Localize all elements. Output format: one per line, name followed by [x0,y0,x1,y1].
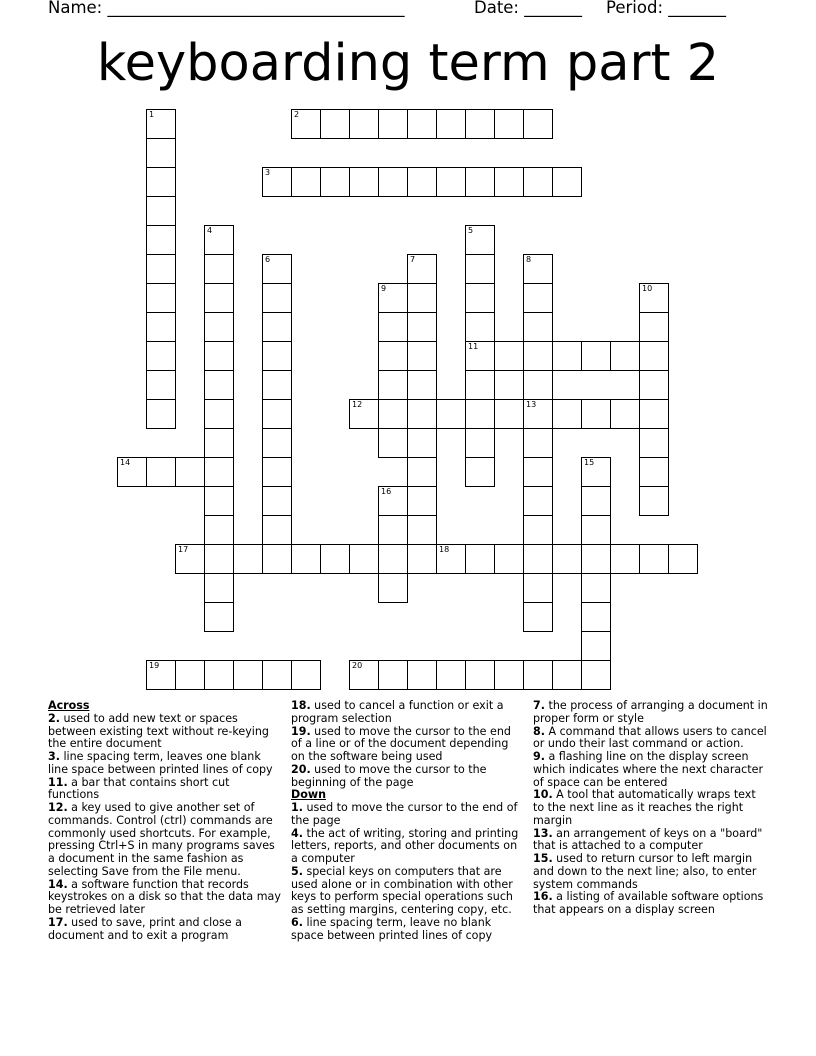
clue-item-number: 1. [291,801,303,814]
clue-item [291,828,523,866]
grid-cell[interactable] [581,341,611,371]
clue-item-number: 17. [48,915,68,929]
grid-cell[interactable] [552,399,582,429]
clue-item [48,802,284,879]
grid-cell[interactable] [581,399,611,429]
grid-cell[interactable] [204,515,234,545]
grid-cell[interactable] [639,370,669,400]
grid-cell[interactable] [610,399,640,429]
clue-item-text: the process of arranging a document in proper form or style [533,699,768,725]
grid-cell[interactable] [378,573,408,603]
grid-cell[interactable] [146,167,176,197]
grid-cell[interactable] [146,138,176,168]
grid-cell[interactable] [262,312,292,342]
grid-cell[interactable] [233,660,263,690]
grid-cell[interactable] [146,254,176,284]
grid-cell[interactable] [262,341,292,371]
date-field[interactable]: Date: _______ [474,0,582,17]
clue-number: 19 [149,661,160,670]
clue-item [48,917,284,943]
grid-cell[interactable] [465,457,495,487]
clue-item [291,726,523,764]
clue-number: 10 [642,284,653,293]
grid-cell[interactable] [320,109,350,139]
clue-item-text: an arrangement of keys on a "board" that is attached to a computer [533,826,763,853]
clue-number: 11 [468,342,479,351]
clue-item [533,700,769,726]
grid-cell[interactable] [639,399,669,429]
grid-cell[interactable] [204,225,234,255]
grid-cell[interactable] [204,486,234,516]
grid-cell[interactable] [291,167,321,197]
clue-item [48,879,284,917]
clue-item-text: used to cancel a function or exit a program selection [291,699,504,725]
clue-item [48,777,284,803]
clue-item [291,802,523,828]
clue-item [533,789,769,827]
grid-cell[interactable] [494,544,524,574]
grid-cell[interactable] [523,515,553,545]
grid-cell[interactable] [523,254,553,284]
across-clue-list-continued [291,700,523,789]
clue-number: 1 [149,110,155,119]
grid-cell[interactable] [349,399,379,429]
grid-cell[interactable] [291,109,321,139]
clue-item-number: 13. [533,826,553,840]
grid-cell[interactable] [378,341,408,371]
grid-cell[interactable] [523,428,553,458]
clue-item-number: 16. [533,890,553,904]
clue-item-text: line spacing term, leaves one blank line space between printed lines of copy [48,750,273,776]
grid-cell[interactable] [407,660,437,690]
down-clue-list [291,802,523,942]
grid-cell[interactable] [610,544,640,574]
clue-item-text: line spacing term, leave no blank space between printed lines of copy [291,915,493,942]
clue-item-text: A tool that automatically wraps text to the next line as it reaches the right margin [533,788,756,827]
clue-item-text: used to move the cursor to the end of the page [291,801,518,827]
clue-item-number: 4. [291,826,303,840]
grid-cell[interactable] [436,660,466,690]
grid-cell[interactable] [378,109,408,139]
clue-item-number: 12. [48,801,68,814]
grid-cell[interactable] [378,486,408,516]
grid-cell[interactable] [494,399,524,429]
grid-cell[interactable] [581,544,611,574]
grid-cell[interactable] [349,167,379,197]
grid-cell[interactable] [407,312,437,342]
grid-cell[interactable] [436,109,466,139]
clue-item-text: a key used to give another set of commands. Control (ctrl) commands are commonly used shortcuts. For example, pressing Ctrl+S in many programs saves a document in the same fashion as selecting Save from the File menu. [48,801,275,878]
grid-cell[interactable] [581,631,611,661]
grid-cell[interactable] [175,457,205,487]
grid-cell[interactable] [262,283,292,313]
grid-cell[interactable] [407,370,437,400]
grid-cell[interactable] [378,399,408,429]
grid-cell[interactable] [523,486,553,516]
grid-cell[interactable] [320,544,350,574]
grid-cell[interactable] [523,602,553,632]
grid-cell[interactable] [552,660,582,690]
down-heading: Down [291,788,326,802]
clue-item [533,751,769,789]
grid-cell[interactable] [639,486,669,516]
grid-cell[interactable] [581,515,611,545]
grid-cell[interactable] [407,544,437,574]
clue-item-text: A command that allows users to cancel or undo their last command or action. [533,724,767,751]
grid-cell[interactable] [552,341,582,371]
grid-cell[interactable] [146,457,176,487]
grid-cell[interactable] [146,370,176,400]
grid-cell[interactable] [378,515,408,545]
grid-cell[interactable] [407,486,437,516]
clue-number: 13 [526,400,537,409]
grid-cell[interactable] [262,660,292,690]
grid-cell[interactable] [465,312,495,342]
clue-number: 20 [352,661,363,670]
grid-cell[interactable] [552,167,582,197]
clue-item-number: 15. [533,852,553,865]
grid-cell[interactable] [320,167,350,197]
clue-number: 17 [178,545,189,554]
grid-cell[interactable] [465,428,495,458]
clue-item-number: 8. [533,724,545,738]
clue-item-number: 10. [533,788,553,802]
grid-cell[interactable] [378,283,408,313]
grid-cell[interactable] [378,370,408,400]
clue-item-number: 18. [291,699,311,712]
puzzle-title: keyboarding term part 2 [96,34,720,93]
grid-cell[interactable] [494,660,524,690]
grid-cell[interactable] [523,312,553,342]
grid-cell[interactable] [668,544,698,574]
grid-cell[interactable] [291,660,321,690]
grid-cell[interactable] [349,660,379,690]
grid-cell[interactable] [378,660,408,690]
grid-cell[interactable] [552,544,582,574]
grid-cell[interactable] [407,283,437,313]
grid-cell[interactable] [378,312,408,342]
clue-item-text: a bar that contains short cut functions [48,775,230,802]
grid-cell[interactable] [262,457,292,487]
clue-number: 15 [584,458,595,467]
clue-item [48,713,284,751]
grid-cell[interactable] [581,457,611,487]
grid-cell[interactable] [494,341,524,371]
grid-cell[interactable] [262,544,292,574]
grid-cell[interactable] [378,544,408,574]
grid-cell[interactable] [407,167,437,197]
grid-cell[interactable] [204,341,234,371]
clues-column-3 [533,700,769,917]
grid-cell[interactable] [465,544,495,574]
grid-cell[interactable] [146,341,176,371]
grid-cell[interactable] [117,457,147,487]
grid-cell[interactable] [204,283,234,313]
clues-column-2 [291,700,523,942]
grid-cell[interactable] [204,312,234,342]
grid-cell[interactable] [349,109,379,139]
clue-item-number: 2. [48,711,60,725]
clue-item-number: 7. [533,699,545,712]
grid-cell[interactable] [639,341,669,371]
clue-item [48,751,284,777]
grid-cell[interactable] [262,399,292,429]
grid-cell[interactable] [407,515,437,545]
grid-cell[interactable] [407,254,437,284]
clue-item-number: 6. [291,915,303,929]
clue-item-text: a software function that records keystrokes on a disk so that the data may be retrieved later [48,877,281,916]
clue-item-number: 14. [48,877,68,891]
grid-cell[interactable] [262,254,292,284]
grid-cell[interactable] [204,399,234,429]
grid-cell[interactable] [378,428,408,458]
grid-cell[interactable] [378,167,408,197]
down-clue-list-continued [533,700,769,917]
across-clue-list [48,713,284,943]
clue-number: 9 [381,284,387,293]
grid-cell[interactable] [146,225,176,255]
grid-cell[interactable] [581,602,611,632]
grid-cell[interactable] [465,370,495,400]
grid-cell[interactable] [233,544,263,574]
clue-item-text: used to return cursor to left margin and down to the next line; also, to enter system commands [533,852,757,891]
clue-number: 3 [265,168,271,177]
grid-cell[interactable] [465,109,495,139]
grid-cell[interactable] [436,399,466,429]
clues-column-1 [48,700,284,942]
grid-cell[interactable] [465,399,495,429]
clue-number: 18 [439,545,450,554]
grid-cell[interactable] [175,660,205,690]
grid-cell[interactable] [146,660,176,690]
grid-cell[interactable] [523,167,553,197]
clue-item-number: 20. [291,762,311,776]
clue-item [533,891,769,917]
clue-item-text: a listing of available software options that appears on a display screen [533,890,764,916]
grid-cell[interactable] [436,167,466,197]
period-field[interactable]: Period: _______ [606,0,727,17]
clue-item-text: used to add new text or spaces between existing text without re-keying the entire document [48,711,269,751]
clue-item-number: 11. [48,775,68,789]
grid-cell[interactable] [407,457,437,487]
grid-cell[interactable] [523,283,553,313]
clue-item [291,764,523,790]
grid-cell[interactable] [407,109,437,139]
grid-cell[interactable] [523,660,553,690]
grid-cell[interactable] [146,399,176,429]
grid-cell[interactable] [494,167,524,197]
grid-cell[interactable] [204,660,234,690]
clue-number: 12 [352,400,363,409]
grid-cell[interactable] [262,515,292,545]
grid-cell[interactable] [291,544,321,574]
clue-number: 16 [381,487,392,496]
grid-cell[interactable] [523,399,553,429]
clue-number: 7 [410,255,416,264]
grid-cell[interactable] [581,660,611,690]
grid-cell[interactable] [465,167,495,197]
clue-number: 2 [294,110,300,119]
grid-cell[interactable] [523,457,553,487]
clue-item-number: 3. [48,750,60,763]
clue-item [533,853,769,891]
grid-cell[interactable] [146,196,176,226]
grid-cell[interactable] [639,312,669,342]
clue-item [533,828,769,854]
clue-item-number: 5. [291,864,303,878]
clue-item [533,726,769,752]
clue-item-text: a flashing line on the display screen which indicates where the next character of space can be entered [533,750,764,789]
grid-cell[interactable] [407,399,437,429]
clue-item-number: 19. [291,724,311,738]
clue-item-text: used to move the cursor to the end of a line or of the document depending on the software being used [291,724,511,763]
clue-item-text: used to save, print and close a document and to exit a program [48,915,242,942]
grid-cell[interactable] [204,544,234,574]
grid-cell[interactable] [610,341,640,371]
clue-item [291,866,523,917]
grid-cell[interactable] [639,283,669,313]
grid-cell[interactable] [465,254,495,284]
grid-cell[interactable] [204,602,234,632]
grid-cell[interactable] [146,109,176,139]
clue-number: 8 [526,255,532,264]
grid-cell[interactable] [465,225,495,255]
grid-cell[interactable] [465,660,495,690]
grid-cell[interactable] [639,457,669,487]
grid-cell[interactable] [523,573,553,603]
grid-cell[interactable] [436,544,466,574]
clue-number: 6 [265,255,271,264]
grid-cell[interactable] [639,544,669,574]
grid-cell[interactable] [204,573,234,603]
clue-number: 14 [120,458,131,467]
across-heading: Across [48,699,90,712]
grid-cell[interactable] [407,428,437,458]
clue-number: 5 [468,226,474,235]
name-field[interactable]: Name: ____________________________________ [48,0,405,17]
grid-cell[interactable] [639,428,669,458]
clue-item-text: the act of writing, storing and printing letters, reports, and other documents on a computer [291,826,519,865]
grid-cell[interactable] [523,341,553,371]
grid-cell[interactable] [407,341,437,371]
clue-item-text: special keys on computers that are used alone or in combination with other keys to perform special operations such as setting margins, centering copy, etc. [291,864,513,916]
grid-cell[interactable] [204,428,234,458]
grid-cell[interactable] [581,486,611,516]
grid-cell[interactable] [146,283,176,313]
grid-cell[interactable] [465,283,495,313]
grid-cell[interactable] [349,544,379,574]
clue-item-number: 9. [533,750,545,763]
grid-cell[interactable] [204,457,234,487]
grid-cell[interactable] [494,109,524,139]
clue-number: 4 [207,226,213,235]
grid-cell[interactable] [523,544,553,574]
grid-cell[interactable] [262,370,292,400]
grid-cell[interactable] [262,486,292,516]
grid-cell[interactable] [146,312,176,342]
grid-cell[interactable] [581,573,611,603]
clue-item [291,700,523,726]
grid-cell[interactable] [523,370,553,400]
grid-cell[interactable] [523,109,553,139]
grid-cell[interactable] [262,167,292,197]
grid-cell[interactable] [204,254,234,284]
clue-item [291,917,523,943]
clue-item-text: used to move the cursor to the beginning of the page [291,762,487,789]
grid-cell[interactable] [175,544,205,574]
grid-cell[interactable] [204,370,234,400]
grid-cell[interactable] [262,428,292,458]
grid-cell[interactable] [465,341,495,371]
